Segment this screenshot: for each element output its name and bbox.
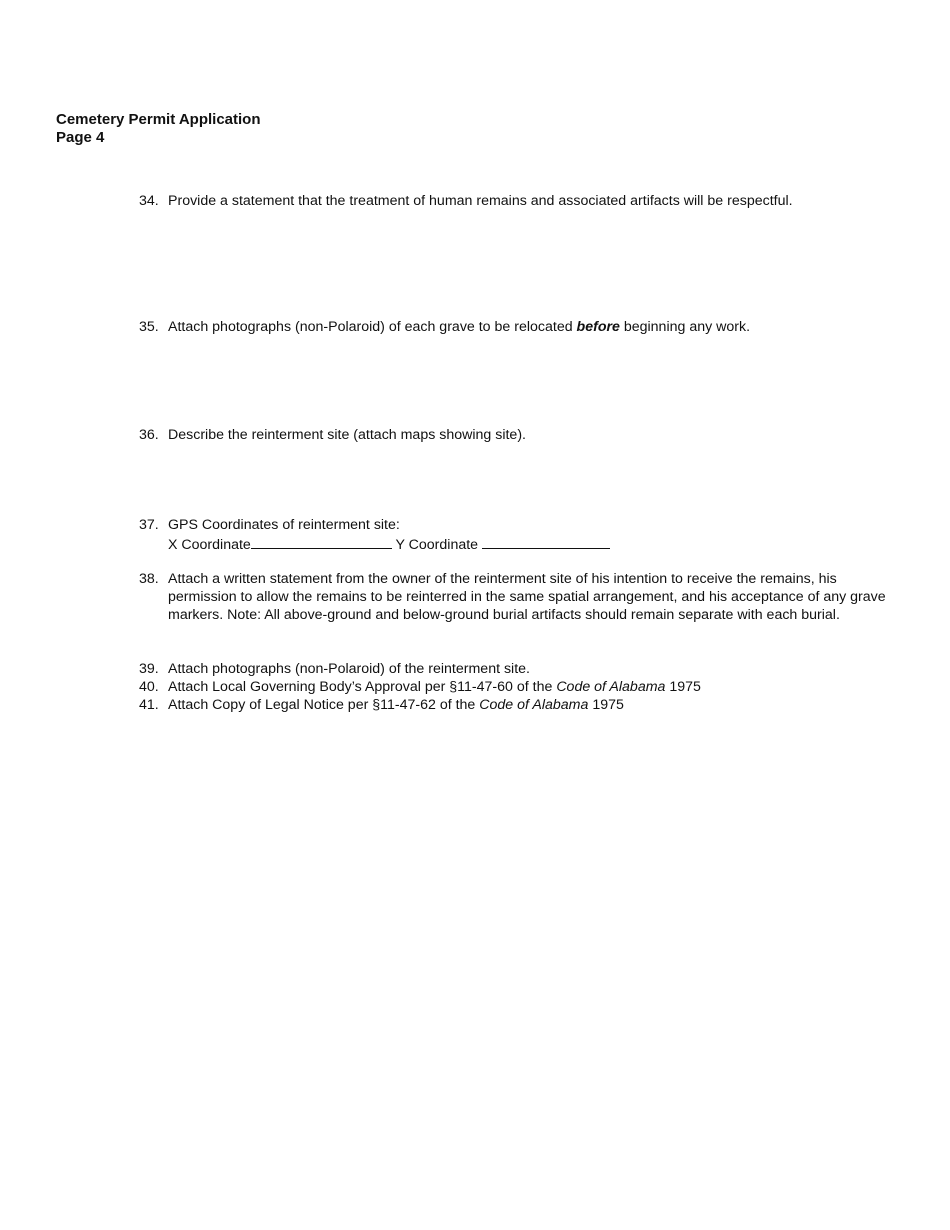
- question-35: [139, 318, 899, 336]
- question-number: 37.: [139, 517, 159, 533]
- question-34: [139, 192, 899, 210]
- y-coordinate-field[interactable]: [482, 534, 610, 549]
- question-40: [139, 678, 899, 696]
- question-text: [168, 678, 899, 696]
- question-text: Attach photographs (non-Polaroid) of the reinterment site.: [168, 661, 530, 677]
- question-36: [139, 426, 899, 444]
- question-38: [139, 570, 899, 624]
- emphasis-before: before: [576, 319, 620, 335]
- question-37: [139, 516, 899, 554]
- code-reference: Code of Alabama: [556, 679, 666, 695]
- question-text-end: beginning any work.: [619, 319, 751, 335]
- question-text-start: Attach photographs (non-Polaroid) of each grave to be relocated: [168, 319, 577, 335]
- page-number: Page 4: [56, 129, 105, 146]
- page-header: [56, 111, 261, 147]
- question-text-start: Attach Local Governing Body’s Approval per §11-47-60 of the: [168, 679, 557, 695]
- question-number: 38.: [139, 571, 159, 587]
- question-text: [168, 516, 899, 554]
- document-title: Cemetery Permit Application: [56, 111, 261, 128]
- code-reference: Code of Alabama: [479, 697, 589, 713]
- gps-heading: GPS Coordinates of reinterment site:: [168, 517, 400, 533]
- question-text-start: Attach Copy of Legal Notice per §11-47-62 of the: [168, 697, 480, 713]
- question-text: [168, 318, 899, 336]
- question-text: Describe the reinterment site (attach maps showing site).: [168, 427, 526, 443]
- y-coordinate-label: Y Coordinate: [395, 537, 479, 553]
- question-39: [139, 660, 899, 678]
- question-41: [139, 696, 899, 714]
- question-number: 36.: [139, 427, 159, 443]
- question-number: 39.: [139, 661, 159, 677]
- question-number: 35.: [139, 319, 159, 335]
- question-text: Attach a written statement from the owner of the reinterment site of his intention to receive the remains, his permission to allow the remains to be reinterred in the same spatial arrangement, and his acceptance of any grave markers. Note: All above-ground and below-ground burial artifacts should remain separate with each burial.: [168, 571, 886, 623]
- question-number: 41.: [139, 697, 159, 713]
- gps-coordinate-row: [168, 534, 899, 554]
- question-number: 34.: [139, 193, 159, 209]
- question-text: [168, 696, 899, 714]
- code-year: 1975: [665, 679, 701, 695]
- code-year: 1975: [588, 697, 624, 713]
- x-coordinate-field[interactable]: [251, 534, 392, 549]
- x-coordinate-label: X Coordinate: [168, 537, 251, 553]
- question-text: Provide a statement that the treatment of human remains and associated artifacts will be respectful.: [168, 193, 793, 209]
- question-number: 40.: [139, 679, 159, 695]
